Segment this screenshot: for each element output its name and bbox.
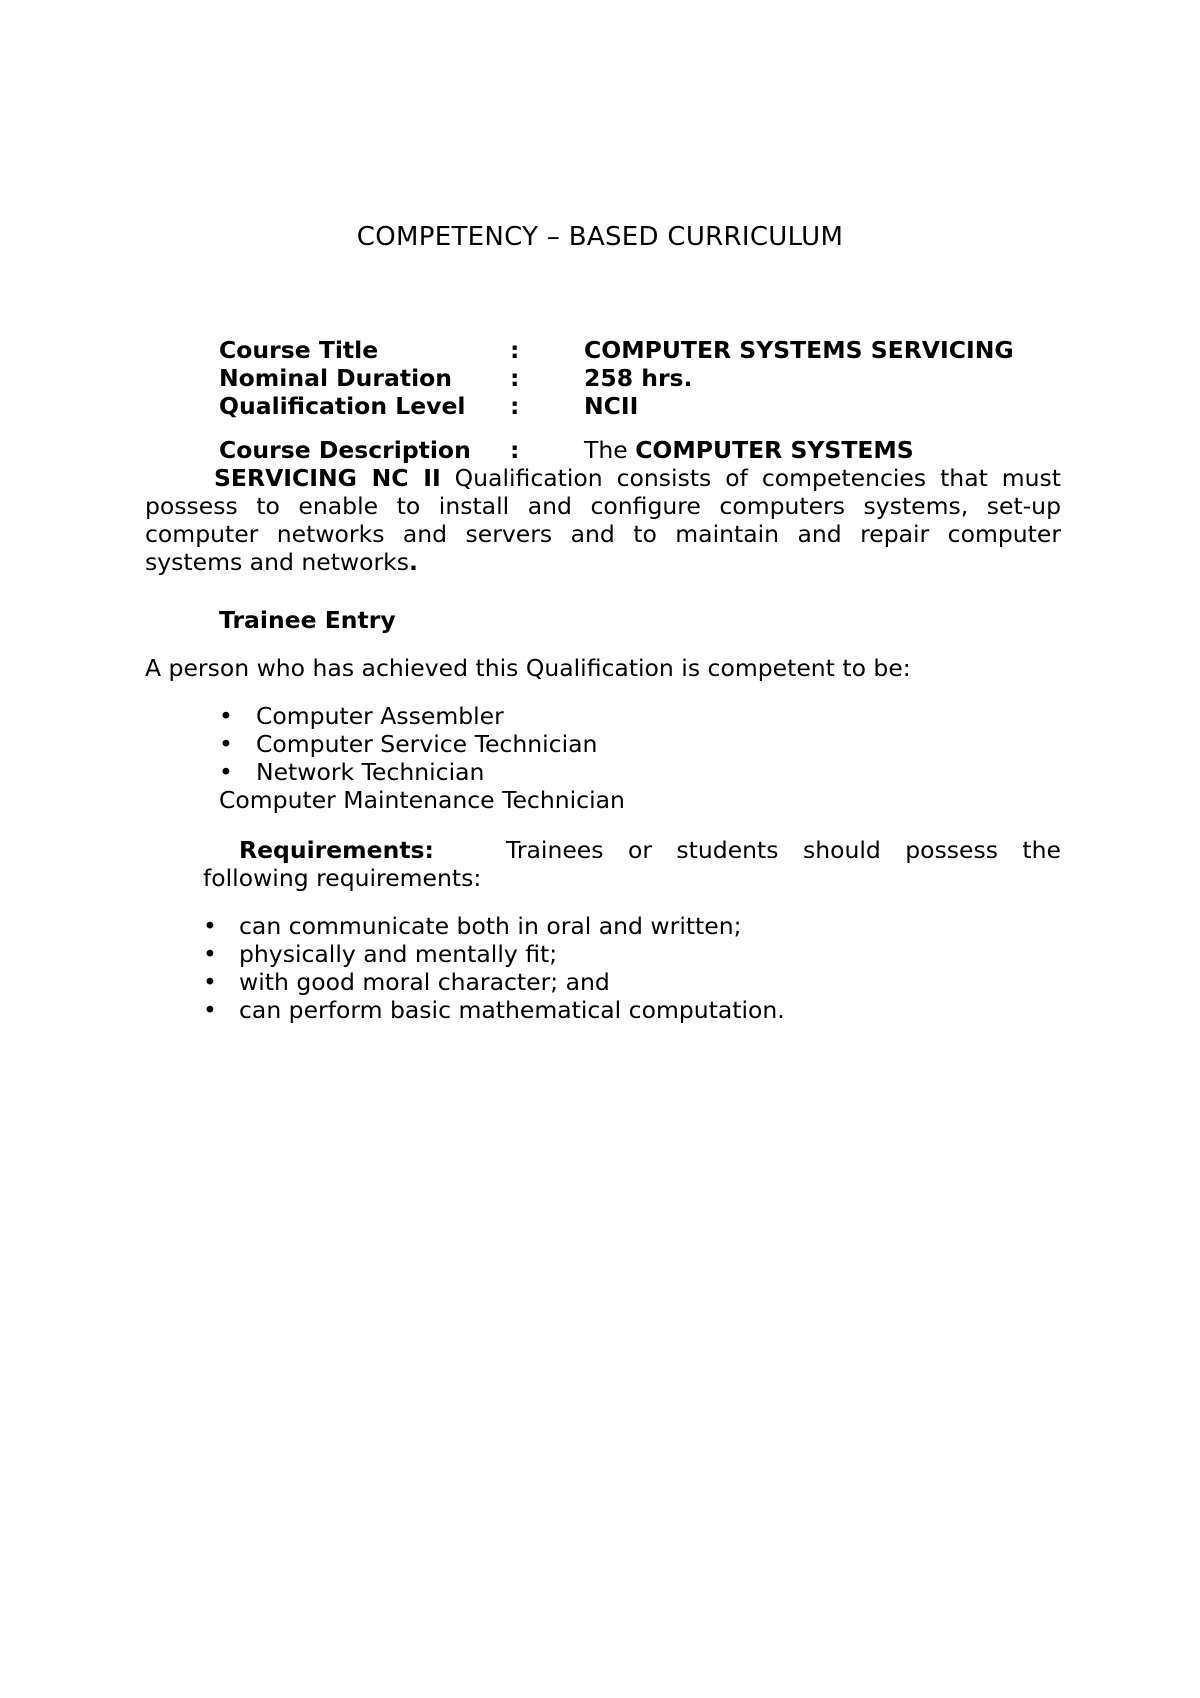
course-title-colon: : xyxy=(510,336,520,364)
list-item-text: can communicate both in oral and written; xyxy=(239,912,742,940)
bullet-icon: • xyxy=(203,968,217,996)
course-title-value: COMPUTER SYSTEMS SERVICING xyxy=(584,336,1014,364)
requirements-label: Requirements: xyxy=(239,836,434,864)
trainee-entry-last-item: Computer Maintenance Technician xyxy=(219,786,625,814)
document-title: COMPETENCY – BASED CURRICULUM xyxy=(356,222,844,252)
course-description-label: Course Description xyxy=(219,436,471,464)
nominal-duration-label: Nominal Duration xyxy=(219,364,453,392)
list-item-text: Computer Assembler xyxy=(256,702,504,730)
bullet-icon: • xyxy=(219,758,233,786)
course-title-label: Course Title xyxy=(219,336,379,364)
list-item-text: Network Technician xyxy=(256,758,485,786)
course-description-body-bold: SERVICING NC II xyxy=(214,464,441,492)
course-description-lead-text: The xyxy=(584,436,636,464)
list-item-text: can perform basic mathematical computation. xyxy=(239,996,785,1024)
list-item-text: with good moral character; and xyxy=(239,968,610,996)
qualification-level-colon: : xyxy=(510,392,520,420)
course-description-lead-bold: COMPUTER SYSTEMS xyxy=(635,436,914,464)
course-description-body xyxy=(145,464,1061,576)
requirements-paragraph xyxy=(203,836,1061,892)
course-description-body-end: . xyxy=(409,548,418,576)
course-description-lead xyxy=(584,436,914,464)
trainee-entry-intro: A person who has achieved this Qualification is competent to be: xyxy=(145,654,911,682)
bullet-icon: • xyxy=(203,996,217,1024)
bullet-icon: • xyxy=(219,702,233,730)
nominal-duration-colon: : xyxy=(510,364,520,392)
requirements-text: Trainees or students should possess the following requirements: xyxy=(203,836,1061,892)
qualification-level-label: Qualification Level xyxy=(219,392,466,420)
nominal-duration-value: 258 hrs. xyxy=(584,364,693,392)
bullet-icon: • xyxy=(219,730,233,758)
course-description-colon: : xyxy=(510,436,520,464)
qualification-level-value: NCII xyxy=(584,392,639,420)
bullet-icon: • xyxy=(203,912,217,940)
bullet-icon: • xyxy=(203,940,217,968)
course-description-body-text: Qualification consists of competencies that must possess to enable to install and configure computers systems, set-up computer networks and servers and to maintain and repair computer systems and networks xyxy=(145,464,1062,576)
list-item-text: physically and mentally fit; xyxy=(239,940,558,968)
list-item-text: Computer Service Technician xyxy=(256,730,598,758)
trainee-entry-heading: Trainee Entry xyxy=(219,606,396,634)
